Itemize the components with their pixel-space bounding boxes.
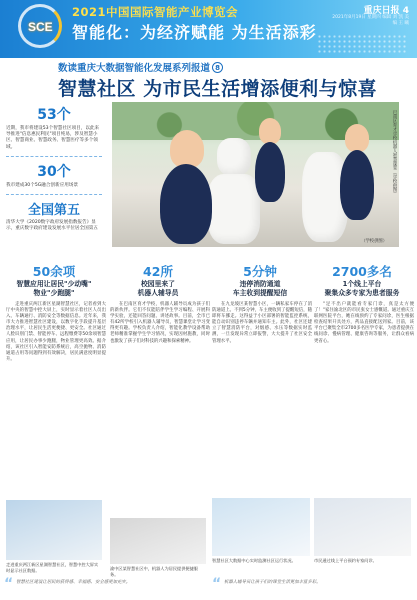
photo-caption: 渝中区某智慧社区中，机器人为居民提供便捷服务。 bbox=[110, 566, 198, 577]
section-header-1 bbox=[4, 262, 104, 298]
stats-column bbox=[6, 100, 102, 232]
article-column-2 bbox=[110, 302, 210, 512]
section-number: 42所 bbox=[143, 264, 173, 279]
stat-number: 全国第五 bbox=[27, 203, 80, 219]
article-paragraph: "足不出户就能看专家门诊，真是太方便了！"家住渝北区的市民张女士感慨道。通过重庆互联网医院平台，她在线预约了专家问诊，医生根据检查结果开具处方，药品直接配送到家。目前，该平台已聚集全市2700多名医学专家，为患者提供在线问诊、慢病管理、健康咨询等服务，让群众看病更省心。 bbox=[314, 302, 414, 344]
section-subtitle: 物业"少跑腿" bbox=[33, 289, 75, 297]
divider bbox=[6, 156, 102, 157]
stat-text: 清华大学《2020数字政府发展指数报告》显示，重庆数字政府建设发展水平位居全国第五 bbox=[6, 220, 98, 232]
banner-slogan: 智能化：为经济赋能 为生活添彩 bbox=[72, 23, 317, 42]
article-paragraph: 走进重庆两江新区星湖智慧社区，记者看到大厅中央的智慧中控大屏上，实时显示着社区人员出入、车辆通行、消防安全等数据信息。近年来，我市大力推进智慧社区建设，以数字化手段提升基层治理水平，让居民生活更便捷、更安全。社区通过人脸识别门禁、智能停车、远程缴费等50余项智慧应用，让居民办事少跑腿，物业管理更高效。据介绍，该社区引入智能安防系统后，高空抛物、消防通道占用等问题得到有效解决，居民满意度明显提升。 bbox=[6, 302, 106, 362]
expo-title: 2021中国国际智能产业博览会 bbox=[72, 5, 239, 19]
photo-caption: 智慧社区大数据中心实时监测社区运行状况。 bbox=[212, 558, 296, 563]
section-header-2 bbox=[108, 262, 208, 298]
photo-caption: 巴南区育才学校机器人智慧课堂（学校供图） bbox=[392, 110, 397, 196]
quote-mark-icon: “ bbox=[4, 576, 14, 592]
page-title: 智慧社区 为市民生活增添便利与惊喜 bbox=[58, 78, 378, 100]
section-title: 1个线上平台 bbox=[342, 280, 382, 288]
series-text: 数读重庆大数据智能化发展系列报道 bbox=[58, 63, 211, 74]
newspaper-meta: 2021年8月19日 星期四 编辑 刘 凯 美编 王 曦 bbox=[332, 15, 409, 26]
divider bbox=[6, 194, 102, 195]
article-paragraph: 在巴南区育才学校，机器人辅导员成为孩子们的新伙伴。它们不仅能陪伴学生学习编程、开展科学实验，还能回答问题、讲述故事。目前，全市已有42所学校引入机器人辅导员，智慧课堂让学习变得更有趣。学校负责人介绍，智能化教学设备帮助老师精准掌握学生学习情况，实现因材施教，同时也激发了孩子们对科技的兴趣和探索精神。 bbox=[110, 302, 210, 344]
stat-text: 我市建成30个5G融合创新应用场景 bbox=[6, 182, 79, 188]
stat-number: 30个 bbox=[37, 163, 71, 180]
online-clinic-photo bbox=[314, 498, 411, 556]
section-header-3 bbox=[210, 262, 310, 298]
pull-quote: 机器人辅导员让孩子们的课堂生活更加丰富多彩。 bbox=[224, 580, 321, 585]
child-face bbox=[345, 124, 369, 152]
section-subtitle: 机器人辅导员 bbox=[137, 289, 179, 297]
hero-photo bbox=[112, 102, 399, 247]
section-subtitle: 聚集众多专家为患者服务 bbox=[324, 289, 400, 297]
header-banner bbox=[0, 0, 417, 58]
robot-head bbox=[217, 138, 251, 176]
section-subtitle: 车主收到提醒短信 bbox=[232, 289, 288, 297]
newspaper-name: 重庆日报 4 bbox=[363, 6, 409, 16]
section-number: 2700多名 bbox=[332, 264, 392, 279]
photo-caption: 走进重庆两江新区星湖智慧社区，智慧中控大屏实时显示社区数据。 bbox=[6, 562, 99, 573]
photo-caption: 市民通过线上平台预约专家问诊。 bbox=[314, 558, 377, 563]
banner-dot-pattern bbox=[317, 34, 407, 54]
expo-logo-text: SCE bbox=[28, 20, 53, 34]
child-face bbox=[259, 118, 281, 144]
photo-credit: （学校供图） bbox=[361, 239, 387, 244]
stat-text: 近期，我市将建设53个智慧社区项目，以此来导推进"信息惠民利民"项目纯易，涉及智慧小区、智慧商业、智慧政务、智慧医疗等多个领域。 bbox=[6, 126, 100, 150]
section-title: 违停消防通道 bbox=[239, 280, 281, 288]
series-number: 8 bbox=[212, 62, 223, 73]
section-number: 50余项 bbox=[32, 264, 76, 279]
section-title: 智慧应用让居民"少动嘴" bbox=[16, 280, 92, 288]
article-paragraph: 在九龙坡区某智慧小区，一辆私家车停在了消防通道上。不到5分钟，车主便收到了提醒短信，随即将车挪走。这得益于小区部署的智能监控系统，能自动识别违停车辆并通知车主。此外，社区还建立了智慧消防平台，对烟感、水压等数据实时监测，一旦发现异常立即报警，大大提升了社区安全管理水平。 bbox=[212, 302, 312, 344]
child-face bbox=[170, 130, 204, 168]
section-title: 校园里来了 bbox=[141, 280, 175, 288]
series-label bbox=[58, 60, 318, 73]
pull-quote: 智慧社区建设让居民的获得感、幸福感、安全感更加充实。 bbox=[16, 580, 131, 585]
article-column-3 bbox=[212, 302, 312, 492]
article-column-1 bbox=[6, 302, 106, 492]
section-number: 5分钟 bbox=[243, 264, 277, 279]
child-uniform bbox=[340, 150, 374, 220]
stat-number: 53个 bbox=[37, 107, 71, 123]
section-header-4 bbox=[312, 262, 412, 298]
child-uniform bbox=[255, 142, 285, 202]
data-center-photo bbox=[212, 498, 310, 556]
child-uniform bbox=[160, 164, 212, 244]
article-column-4 bbox=[314, 302, 414, 492]
robot-body bbox=[208, 174, 260, 244]
community-screen-photo bbox=[6, 500, 102, 560]
quote-mark-icon: “ bbox=[212, 576, 222, 592]
robot-service-photo bbox=[110, 518, 206, 564]
